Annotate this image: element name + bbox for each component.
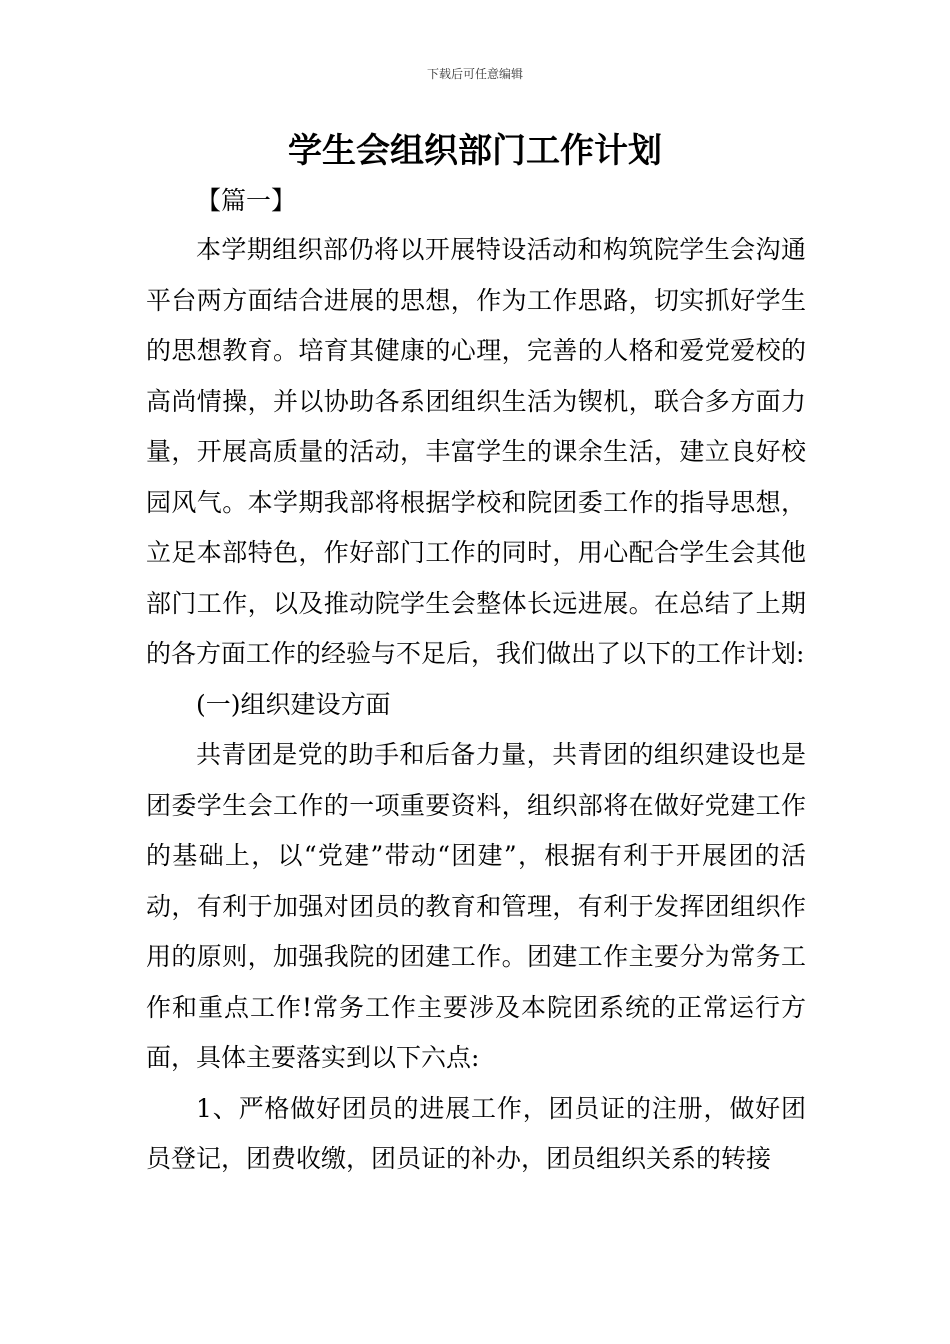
document-body — [146, 225, 806, 1185]
section-label: 【篇一】 — [196, 186, 297, 215]
paragraph-item-1: 1、严格做好团员的进展工作，团员证的注册，做好团员登记，团费收缴，团员证的补办，团员组织关系的转接 — [146, 1093, 806, 1173]
paragraph-subheading: (一)组织建设方面 — [196, 689, 391, 719]
header-note: 下载后可任意编辑 — [426, 67, 523, 81]
paragraph-intro: 本学期组织部仍将以开展特设活动和构筑院学生会沟通平台两方面结合进展的思想，作为工作思路，切实抓好学生的思想教育。培育其健康的心理，完善的人格和爱党爱校的高尚情操，并以协助各系团组织生活为锲机，联合多方面力量，开展高质量的活动，丰富学生的课余生活，建立良好校园风气。本学期我部将根据学校和院团委工作的指导思想，立足本部特色，作好部门工作的同时，用心配合学生会其他部门工作，以及推动院学生会整体长远进展。在总结了上期的各方面工作的经验与不足后，我们做出了以下的工作计划: — [146, 235, 806, 668]
document-title: 学生会组织部门工作计划 — [288, 131, 662, 171]
paragraph-organization: 共青团是党的助手和后备力量，共青团的组织建设也是团委学生会工作的一项重要资料，组织部将在做好党建工作的基础上，以“党建”带动“团建”，根据有利于开展团的活动，有利于加强对团员的教育和管理，有利于发挥团组织作用的原则，加强我院的团建工作。团建工作主要分为常务工作和重点工作!常务工作主要涉及本院团系统的正常运行方面，具体主要落实到以下六点: — [146, 740, 806, 1072]
